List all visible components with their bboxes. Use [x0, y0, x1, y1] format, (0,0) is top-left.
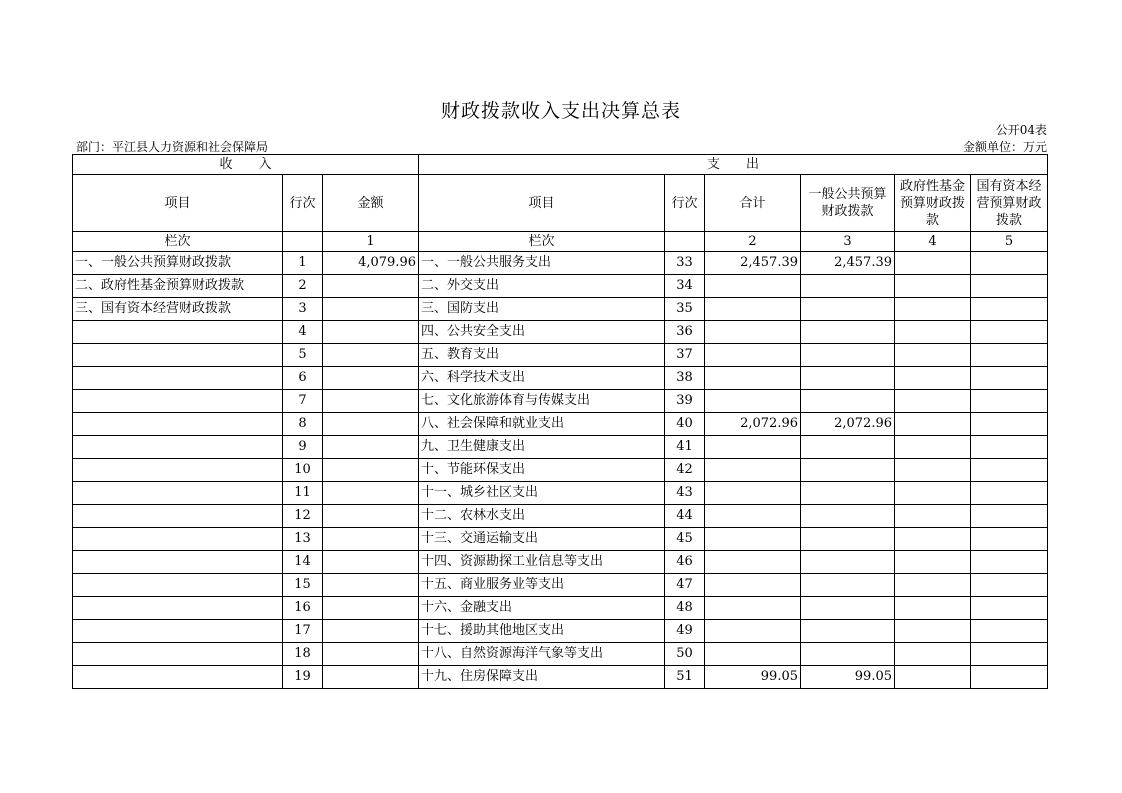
income-item-cell: 一、一般公共预算财政拨款: [73, 252, 283, 275]
gov-fund-cell: [895, 344, 971, 367]
state-capital-cell: [971, 344, 1048, 367]
income-amount-cell: 4,079.96: [323, 252, 419, 275]
gov-fund-cell: [895, 528, 971, 551]
income-item-cell: [73, 413, 283, 436]
total-cell: [705, 528, 801, 551]
total-cell: [705, 436, 801, 459]
expense-item-cell: 十一、城乡社区支出: [419, 482, 665, 505]
gov-fund-cell: [895, 436, 971, 459]
gov-fund-cell: [895, 482, 971, 505]
gov-fund-cell: [895, 620, 971, 643]
expense-item-cell: 五、教育支出: [419, 344, 665, 367]
total-cell: [705, 574, 801, 597]
expense-row-no-cell: 37: [665, 344, 705, 367]
table-row: [73, 574, 1048, 597]
state-capital-cell: [971, 298, 1048, 321]
general-budget-cell: [801, 459, 895, 482]
income-amount-cell: [323, 528, 419, 551]
income-item-cell: [73, 390, 283, 413]
income-row-no-cell: 12: [283, 505, 323, 528]
income-item-cell: [73, 620, 283, 643]
income-amount-cell: [323, 666, 419, 689]
state-capital-cell: [971, 275, 1048, 298]
expense-row-no-cell: 40: [665, 413, 705, 436]
expense-row-no-cell: 47: [665, 574, 705, 597]
income-amount-cell: [323, 413, 419, 436]
expense-item-cell: 十四、资源勘探工业信息等支出: [419, 551, 665, 574]
state-capital-cell: [971, 505, 1048, 528]
expense-item-cell: 一、一般公共服务支出: [419, 252, 665, 275]
income-amount-cell: [323, 459, 419, 482]
table-row: [73, 252, 1048, 275]
income-amount-cell: [323, 574, 419, 597]
general-budget-cell: [801, 275, 895, 298]
income-row-no-cell: 2: [283, 275, 323, 298]
expense-item-header: 项目: [419, 175, 665, 232]
expense-item-cell: 十三、交通运输支出: [419, 528, 665, 551]
expense-item-cell: 十二、农林水支出: [419, 505, 665, 528]
income-section-header: 收 入: [73, 155, 419, 175]
gov-fund-cell: [895, 390, 971, 413]
table-row: [73, 597, 1048, 620]
income-amount-header: 金额: [323, 175, 419, 232]
expense-row-no-cell: 43: [665, 482, 705, 505]
gov-fund-cell: [895, 252, 971, 275]
income-item-cell: [73, 551, 283, 574]
section-header-row: [73, 155, 1048, 175]
income-amount-cell: [323, 367, 419, 390]
state-capital-cell: [971, 390, 1048, 413]
income-row-header: 行次: [283, 175, 323, 232]
state-capital-cell: [971, 252, 1048, 275]
general-budget-cell: 99.05: [801, 666, 895, 689]
income-row-no-cell: 6: [283, 367, 323, 390]
income-amount-cell: [323, 275, 419, 298]
income-item-cell: [73, 574, 283, 597]
expense-row-no-cell: 36: [665, 321, 705, 344]
income-label-cell: 栏次: [73, 232, 283, 252]
expense-row-no-cell: 42: [665, 459, 705, 482]
state-capital-cell: [971, 574, 1048, 597]
general-budget-cell: 2,457.39: [801, 252, 895, 275]
income-row-no-cell: 8: [283, 413, 323, 436]
general-budget-cell: [801, 482, 895, 505]
gov-fund-cell: [895, 551, 971, 574]
state-capital-cell: [971, 643, 1048, 666]
income-row-no-cell: 1: [283, 252, 323, 275]
income-item-cell: [73, 597, 283, 620]
income-amount-cell: [323, 620, 419, 643]
table-row: [73, 275, 1048, 298]
table-row: [73, 390, 1048, 413]
income-row-no-cell: 19: [283, 666, 323, 689]
expense-row-no-cell: 45: [665, 528, 705, 551]
gov-fund-cell: [895, 574, 971, 597]
general-budget-cell: [801, 643, 895, 666]
expense-row-no-cell: 34: [665, 275, 705, 298]
state-capital-header: 国有资本经营预算财政拨款: [971, 175, 1048, 232]
total-cell: [705, 390, 801, 413]
general-budget-cell: [801, 528, 895, 551]
state-capital-cell: [971, 666, 1048, 689]
table-row: [73, 666, 1048, 689]
total-cell: 99.05: [705, 666, 801, 689]
general-budget-cell: [801, 436, 895, 459]
expense-section-header: 支 出: [419, 155, 1048, 175]
state-capital-cell: [971, 620, 1048, 643]
income-row-no-cell: 14: [283, 551, 323, 574]
income-amount-cell: [323, 505, 419, 528]
income-row-no-cell: 15: [283, 574, 323, 597]
income-item-header: 项目: [73, 175, 283, 232]
table-row: [73, 321, 1048, 344]
total-cell: [705, 482, 801, 505]
total-cell: [705, 367, 801, 390]
income-amount-cell: [323, 390, 419, 413]
income-row-no-cell: 16: [283, 597, 323, 620]
income-amount-cell: [323, 643, 419, 666]
general-budget-cell: [801, 551, 895, 574]
income-amount-cell: [323, 321, 419, 344]
income-amount-cell: [323, 551, 419, 574]
budget-table: [72, 154, 1048, 689]
income-item-cell: [73, 367, 283, 390]
table-row: [73, 459, 1048, 482]
gov-fund-cell: [895, 367, 971, 390]
general-budget-cell: [801, 298, 895, 321]
general-budget-cell: [801, 505, 895, 528]
expense-row-no-cell: 41: [665, 436, 705, 459]
general-budget-cell: [801, 321, 895, 344]
income-item-cell: [73, 344, 283, 367]
table-row: [73, 643, 1048, 666]
gov-fund-cell: [895, 275, 971, 298]
income-row-no-cell: 4: [283, 321, 323, 344]
income-amount-cell: [323, 482, 419, 505]
table-row: [73, 436, 1048, 459]
state-capital-cell: [971, 528, 1048, 551]
expense-item-cell: 十五、商业服务业等支出: [419, 574, 665, 597]
general-budget-cell: [801, 620, 895, 643]
state-capital-cell: [971, 597, 1048, 620]
table-row: [73, 528, 1048, 551]
expense-row-no-cell: 44: [665, 505, 705, 528]
expense-item-cell: 八、社会保障和就业支出: [419, 413, 665, 436]
income-row-no-cell: 7: [283, 390, 323, 413]
income-amount-cell: [323, 344, 419, 367]
general-budget-cell: [801, 597, 895, 620]
state-capital-cell: [971, 413, 1048, 436]
general-budget-cell: [801, 574, 895, 597]
income-row-no-cell: 17: [283, 620, 323, 643]
table-row: [73, 367, 1048, 390]
department-label: 部门：平江县人力资源和社会保障局: [76, 140, 269, 154]
state-capital-cell: [971, 551, 1048, 574]
expense-row-no-cell: 39: [665, 390, 705, 413]
expense-item-cell: 九、卫生健康支出: [419, 436, 665, 459]
expense-item-cell: 十七、援助其他地区支出: [419, 620, 665, 643]
income-row-no-cell: 9: [283, 436, 323, 459]
income-row-no-cell: 10: [283, 459, 323, 482]
expense-row-no-cell: 46: [665, 551, 705, 574]
income-item-cell: [73, 482, 283, 505]
income-item-cell: [73, 459, 283, 482]
income-item-cell: [73, 505, 283, 528]
total-cell: [705, 643, 801, 666]
income-item-cell: [73, 436, 283, 459]
income-amount-cell: [323, 436, 419, 459]
expense-label-cell: 栏次: [419, 232, 665, 252]
income-row-no-cell: 5: [283, 344, 323, 367]
general-budget-header: 一般公共预算财政拨款: [801, 175, 895, 232]
total-number-cell: 2: [705, 232, 801, 252]
total-cell: [705, 551, 801, 574]
expense-row-no-cell: 33: [665, 252, 705, 275]
income-amount-cell: [323, 298, 419, 321]
general-number-cell: 3: [801, 232, 895, 252]
gov-fund-cell: [895, 597, 971, 620]
state-capital-cell: [971, 459, 1048, 482]
total-header: 合计: [705, 175, 801, 232]
total-cell: [705, 275, 801, 298]
expense-item-cell: 二、外交支出: [419, 275, 665, 298]
expense-row-no-cell: 38: [665, 367, 705, 390]
general-budget-cell: [801, 390, 895, 413]
expense-item-cell: 十六、金融支出: [419, 597, 665, 620]
expense-row-no-cell: 51: [665, 666, 705, 689]
total-cell: 2,072.96: [705, 413, 801, 436]
expense-item-cell: 十八、自然资源海洋气象等支出: [419, 643, 665, 666]
gov-fund-cell: [895, 643, 971, 666]
expense-item-cell: 七、文化旅游体育与传媒支出: [419, 390, 665, 413]
total-cell: [705, 344, 801, 367]
page-title: 财政拨款收入支出决算总表: [440, 100, 681, 122]
table-row: [73, 413, 1048, 436]
income-item-cell: 三、国有资本经营财政拨款: [73, 298, 283, 321]
gov-fund-cell: [895, 459, 971, 482]
state-capital-number-cell: 5: [971, 232, 1048, 252]
income-item-cell: [73, 666, 283, 689]
expense-row-header: 行次: [665, 175, 705, 232]
expense-item-cell: 十九、住房保障支出: [419, 666, 665, 689]
expense-item-cell: 十、节能环保支出: [419, 459, 665, 482]
income-amount-cell: [323, 597, 419, 620]
income-item-cell: [73, 528, 283, 551]
table-row: [73, 505, 1048, 528]
gov-fund-cell: [895, 413, 971, 436]
income-row-no-cell: 11: [283, 482, 323, 505]
table-row: [73, 620, 1048, 643]
expense-item-cell: 三、国防支出: [419, 298, 665, 321]
expense-item-cell: 六、科学技术支出: [419, 367, 665, 390]
total-cell: [705, 459, 801, 482]
gov-fund-number-cell: 4: [895, 232, 971, 252]
gov-fund-cell: [895, 321, 971, 344]
gov-fund-header: 政府性基金预算财政拨款: [895, 175, 971, 232]
column-header-row: [73, 175, 1048, 232]
total-cell: [705, 505, 801, 528]
income-row-no-cell: 3: [283, 298, 323, 321]
expense-row-number-cell: [665, 232, 705, 252]
income-item-cell: 二、政府性基金预算财政拨款: [73, 275, 283, 298]
expense-row-no-cell: 50: [665, 643, 705, 666]
expense-row-no-cell: 48: [665, 597, 705, 620]
total-cell: [705, 321, 801, 344]
expense-item-cell: 四、公共安全支出: [419, 321, 665, 344]
income-item-cell: [73, 321, 283, 344]
unit-label: 金额单位：万元: [962, 140, 1047, 154]
gov-fund-cell: [895, 505, 971, 528]
table-row: [73, 551, 1048, 574]
income-row-no-cell: 13: [283, 528, 323, 551]
income-row-no-cell: 18: [283, 643, 323, 666]
state-capital-cell: [971, 367, 1048, 390]
table-row: [73, 344, 1048, 367]
total-cell: [705, 620, 801, 643]
general-budget-cell: 2,072.96: [801, 413, 895, 436]
gov-fund-cell: [895, 666, 971, 689]
total-cell: 2,457.39: [705, 252, 801, 275]
income-amount-number-cell: 1: [323, 232, 419, 252]
state-capital-cell: [971, 321, 1048, 344]
general-budget-cell: [801, 344, 895, 367]
expense-row-no-cell: 35: [665, 298, 705, 321]
column-number-row: [73, 232, 1048, 252]
total-cell: [705, 597, 801, 620]
gov-fund-cell: [895, 298, 971, 321]
table-row: [73, 482, 1048, 505]
total-cell: [705, 298, 801, 321]
expense-row-no-cell: 49: [665, 620, 705, 643]
general-budget-cell: [801, 367, 895, 390]
income-row-number-cell: [283, 232, 323, 252]
table-row: [73, 298, 1048, 321]
income-item-cell: [73, 643, 283, 666]
form-number: 公开04表: [995, 123, 1047, 137]
state-capital-cell: [971, 482, 1048, 505]
state-capital-cell: [971, 436, 1048, 459]
